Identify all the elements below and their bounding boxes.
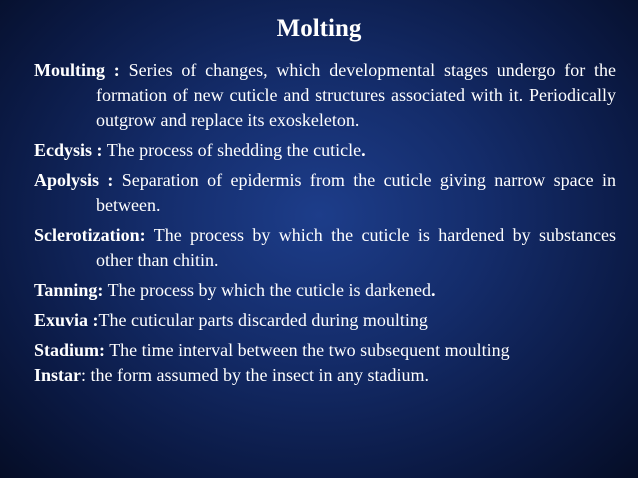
- trailing-punct: .: [430, 280, 436, 300]
- definition-paragraph: [34, 308, 616, 333]
- definition-paragraph: [34, 278, 616, 303]
- definition-paragraph: [34, 58, 616, 133]
- term-instar: Instar: [34, 365, 82, 385]
- definition-text: The time interval between the two subsequent moulting: [105, 340, 510, 360]
- definition-paragraph: [34, 363, 616, 388]
- definition-text: Separation of epidermis from the cuticle giving narrow space in between.: [96, 170, 616, 215]
- definition-text: : the form assumed by the insect in any stadium.: [81, 365, 429, 385]
- definition-text: The process of shedding the cuticle: [102, 140, 362, 160]
- definitions-list: [34, 58, 616, 393]
- term-ecdysis: Ecdysis :: [34, 140, 103, 160]
- definition-paragraph: [34, 138, 616, 163]
- definition-stadium: [34, 338, 616, 363]
- definition-exuvia: [34, 308, 616, 333]
- term-tanning: Tanning:: [34, 280, 104, 300]
- definition-moulting: [34, 58, 616, 133]
- term-apolysis: Apolysis :: [34, 170, 114, 190]
- term-sclerotization: Sclerotization:: [34, 225, 146, 245]
- trailing-punct: .: [361, 140, 366, 160]
- term-stadium: Stadium:: [34, 340, 106, 360]
- definition-apolysis: [34, 168, 616, 218]
- definition-paragraph: [34, 223, 616, 273]
- definition-text: The cuticular parts discarded during moulting: [98, 310, 428, 330]
- term-exuvia: Exuvia :: [34, 310, 99, 330]
- term-moulting: Moulting :: [34, 60, 120, 80]
- definition-ecdysis: [34, 138, 616, 163]
- definition-text: Series of changes, which developmental stages undergo for the formation of new cuticle and structures associated with it. Periodically outgrow and replace its exoskeleton.: [96, 60, 616, 130]
- definition-text: The process by which the cuticle is hardened by substances other than chitin.: [96, 225, 616, 270]
- definition-text: The process by which the cuticle is darkened: [103, 280, 431, 300]
- slide-title: Molting: [276, 15, 362, 42]
- definition-paragraph: [34, 338, 616, 363]
- definition-paragraph: [34, 168, 616, 218]
- definition-tanning: [34, 278, 616, 303]
- definition-instar: [34, 363, 616, 388]
- definition-sclerotization: [34, 223, 616, 273]
